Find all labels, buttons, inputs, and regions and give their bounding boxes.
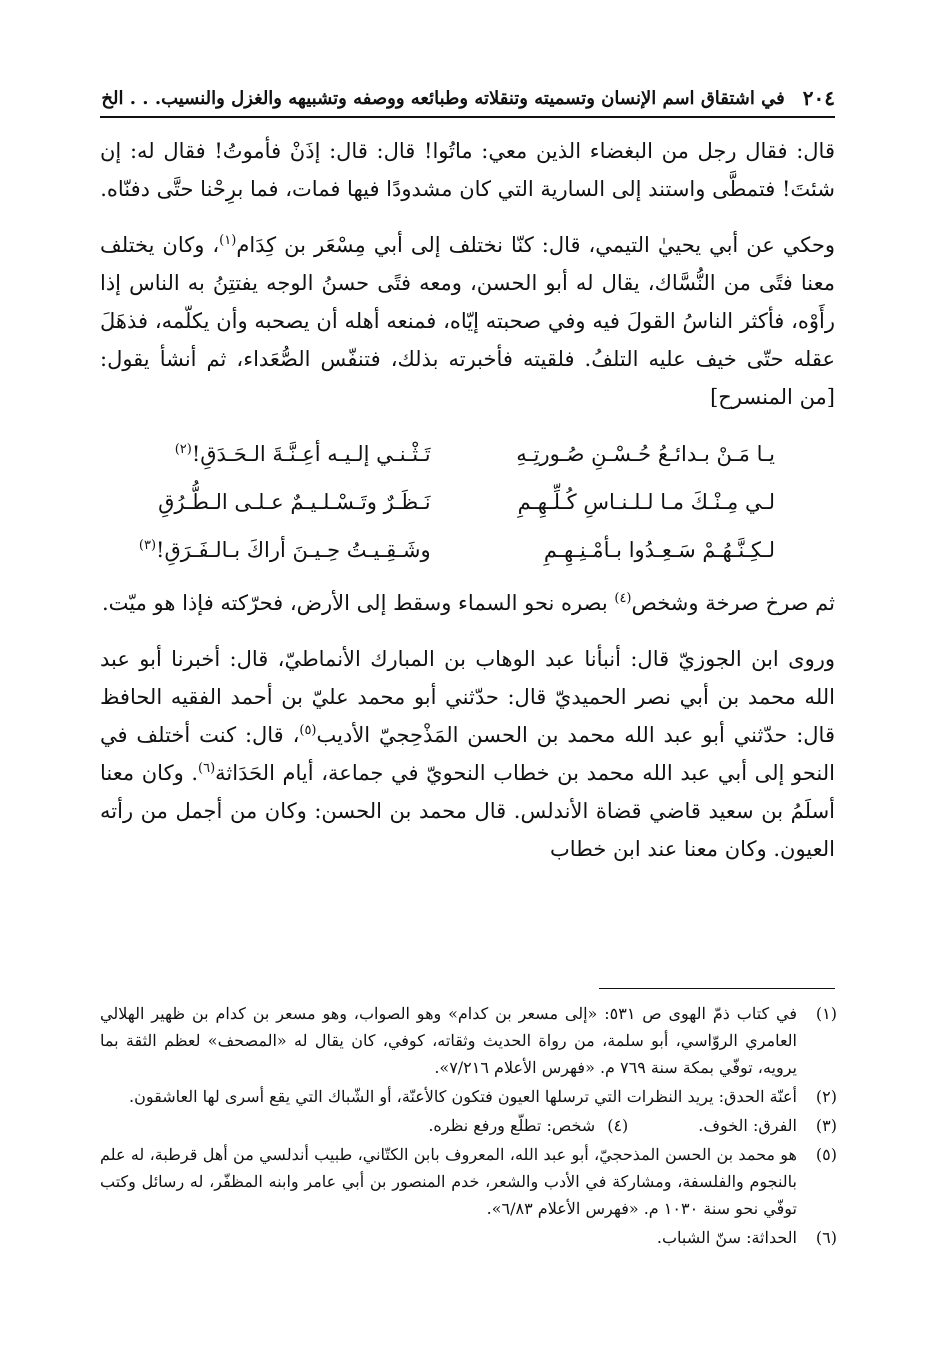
verse-second-hemistich: [160, 435, 431, 473]
footnotes: [100, 1000, 837, 1253]
verse-line: [138, 526, 775, 574]
footnote-text: الفرق: الخوف.: [698, 1116, 797, 1135]
footnote: [100, 1224, 837, 1251]
verse-second-text: نَـظَـرٌ وتَـسْـلـيـمٌ عـلـى الـطُّـرُقِ: [158, 490, 431, 514]
running-head: [100, 80, 835, 118]
poem: [138, 430, 775, 574]
footnote-number: (٥): [815, 1145, 837, 1164]
paragraph-1: قال: فقال رجل من البغضاء الذين معي: ماتُوا! قال: قال: إذَنْ فأموتُ! فقال له: إن شئتَ! فتمطَّى واستند إلى السارية التي كان مشدودًا فيها فمات، فما برِحْنا حتَّى دفنّاه.: [100, 139, 835, 201]
paragraph-2-start: وحكي عن أبي يحييٰ التيمي، قال: كنّا نختلف إلى أبي مِسْعَر بن كِدَام: [236, 233, 836, 257]
footnote-ref-4[interactable]: (٤): [614, 591, 632, 606]
running-title: في اشتقاق اسم الإنسان وتسميته وتنقلاته وطبائعه ووصفه وتشبيهه والغزل والنسيب. . . الخ: [101, 87, 785, 109]
footnote: [100, 1112, 837, 1139]
footnote-ref-3[interactable]: (٣): [138, 538, 157, 553]
main-text: [100, 132, 835, 868]
footnote-ref-6[interactable]: (٦): [198, 761, 216, 776]
footnote-number: (٦): [815, 1228, 837, 1247]
footnote-divider: [599, 988, 835, 989]
paragraph-4-end: . وكان معنا أسلَمُ بن سعيد قاضي قضاة الأندلس. قال محمد بن الحسن: وكان من أجمل من رأته العيون. وكان معنا عند ابن خطاب: [100, 761, 835, 861]
verse-first-hemistich: يـا مَـنْ بـدائـعُ حُـسْـنِ صُـورتِـهِ: [516, 442, 775, 466]
verse-line: [160, 430, 775, 478]
verse-first-hemistich: لـكِـنَّـهُـمْ سَـعِـدُوا بـأمْـنِـهِـمِ: [543, 538, 775, 562]
verse-first-hemistich: لـي مِـنْـكَ مـا لـلـنـاسِ كُـلِّـهِـمِ: [517, 490, 775, 514]
footnote-ref-2[interactable]: (٢): [174, 442, 192, 457]
footnote-text: أعنّة الحدق: يريد النظرات التي ترسلها العيون فتكون كالأعنّة، أو الشّباك التي يقع أسرى لها العاشقون.: [129, 1087, 797, 1106]
paragraph-4: [100, 640, 835, 868]
footnote-text: هو محمد بن الحسن المذحجيّ، أبو عبد الله، المعروف بابن الكتّاني، طبيب أندلسي من أهل قرطبة، له علم بالنجوم والفلسفة، ومشاركة في الأدب والشعر، خدم المنصور بن أبي عامر وابنه المظفّر، له رسائل وكتب توفّي نحو سنة ١٠٣٠ م. «فهرس الأعلام ٦/٨٣».: [100, 1145, 797, 1218]
footnote: [100, 1141, 837, 1222]
verse-line: [160, 478, 775, 526]
page-number: ٢٠٤: [802, 86, 835, 110]
paragraph-3-start: ثم صرخ صرخة وشخص: [631, 591, 835, 615]
footnote-text: في كتاب ذمّ الهوى ص ٥٣١: «إلى مسعر بن كدام» وهو الصواب، وهو مسعر بن كدام بن ظهير الهلالي العامري الروّاسي، أبو سلمة، من رواة الحديث وثقاته، كوفي، كان يقال له «المصحف» لعظم الثقة بما يرويه، توفّي بمكة سنة ٧٦٩ م. «فهرس الأعلام ٧/٢١٦».: [100, 1004, 798, 1077]
footnote-ref-1[interactable]: (١): [219, 233, 237, 248]
verse-second-text: وشَـقِـيـتُ حِـيـنَ أراكَ بـالـفَـرَقِ!: [156, 538, 431, 562]
paragraph-2-rest: ، وكان يختلف معنا فتًى من النُّسَّاك، يقال له أبو الحسن، ومعه فتًى حسنُ الوجه يفتتِنُ به الناس إذا رأَوْه، فأكثر الناسُ القولَ فيه وفي صحبته إيّاه، فمنعه أهله أن يصحبه وأن يكلّمه، فذهَلَ عقله حتّى خيف عليه التلفُ. فلقيته فأخبرته بذلك، فتنفّس الصُّعَداء، ثم أنشأ يقول: [من المنسرح]: [100, 233, 835, 409]
footnote-number: (٣): [815, 1116, 837, 1135]
footnote-number: (٢): [815, 1087, 837, 1106]
paragraph-3: [100, 584, 835, 622]
paragraph-2: [100, 226, 835, 416]
footnote-pair: [100, 1112, 797, 1139]
footnote: [100, 1000, 837, 1081]
verse-second-hemistich: [138, 531, 431, 569]
footnote-text: شخص: تطلّع ورفع نظره.: [428, 1116, 596, 1135]
footnote: [100, 1083, 837, 1110]
verse-second-text: تَـثْـنـي إلـيـه أعِـنَّـةَ الـحَـدَقِ!: [191, 442, 431, 466]
paragraph-4-start: وروى ابن الجوزيّ قال: أنبأنا عبد الوهاب بن المبارك الأنماطيّ، قال: أخبرنا أبو عبد الله محمد بن أبي نصر الحميديّ قال: حدّثني أبو محمد عليّ بن أحمد الفقيه الحافظ قال: حدّثني أبو عبد الله محمد بن الحسن المَذْحِجيّ الأديب: [100, 647, 835, 747]
paragraph-3-rest: بصره نحو السماء وسقط إلى الأرض، فحرّكته فإذا هو ميّت.: [101, 591, 615, 615]
verse-second-hemistich: [160, 483, 431, 521]
footnote-ref-5[interactable]: (٥): [299, 723, 317, 738]
paragraph-4-middle: ، قال: كنت أختلف في النحو إلى أبي عبد الله محمد بن خطاب النحويّ في جماعة، أيام الحَدَاثة: [100, 723, 835, 785]
footnote-number: (١): [815, 1004, 837, 1023]
footnote-number: (٤): [607, 1116, 629, 1135]
footnote-text: الحداثة: سنّ الشباب.: [656, 1228, 797, 1247]
